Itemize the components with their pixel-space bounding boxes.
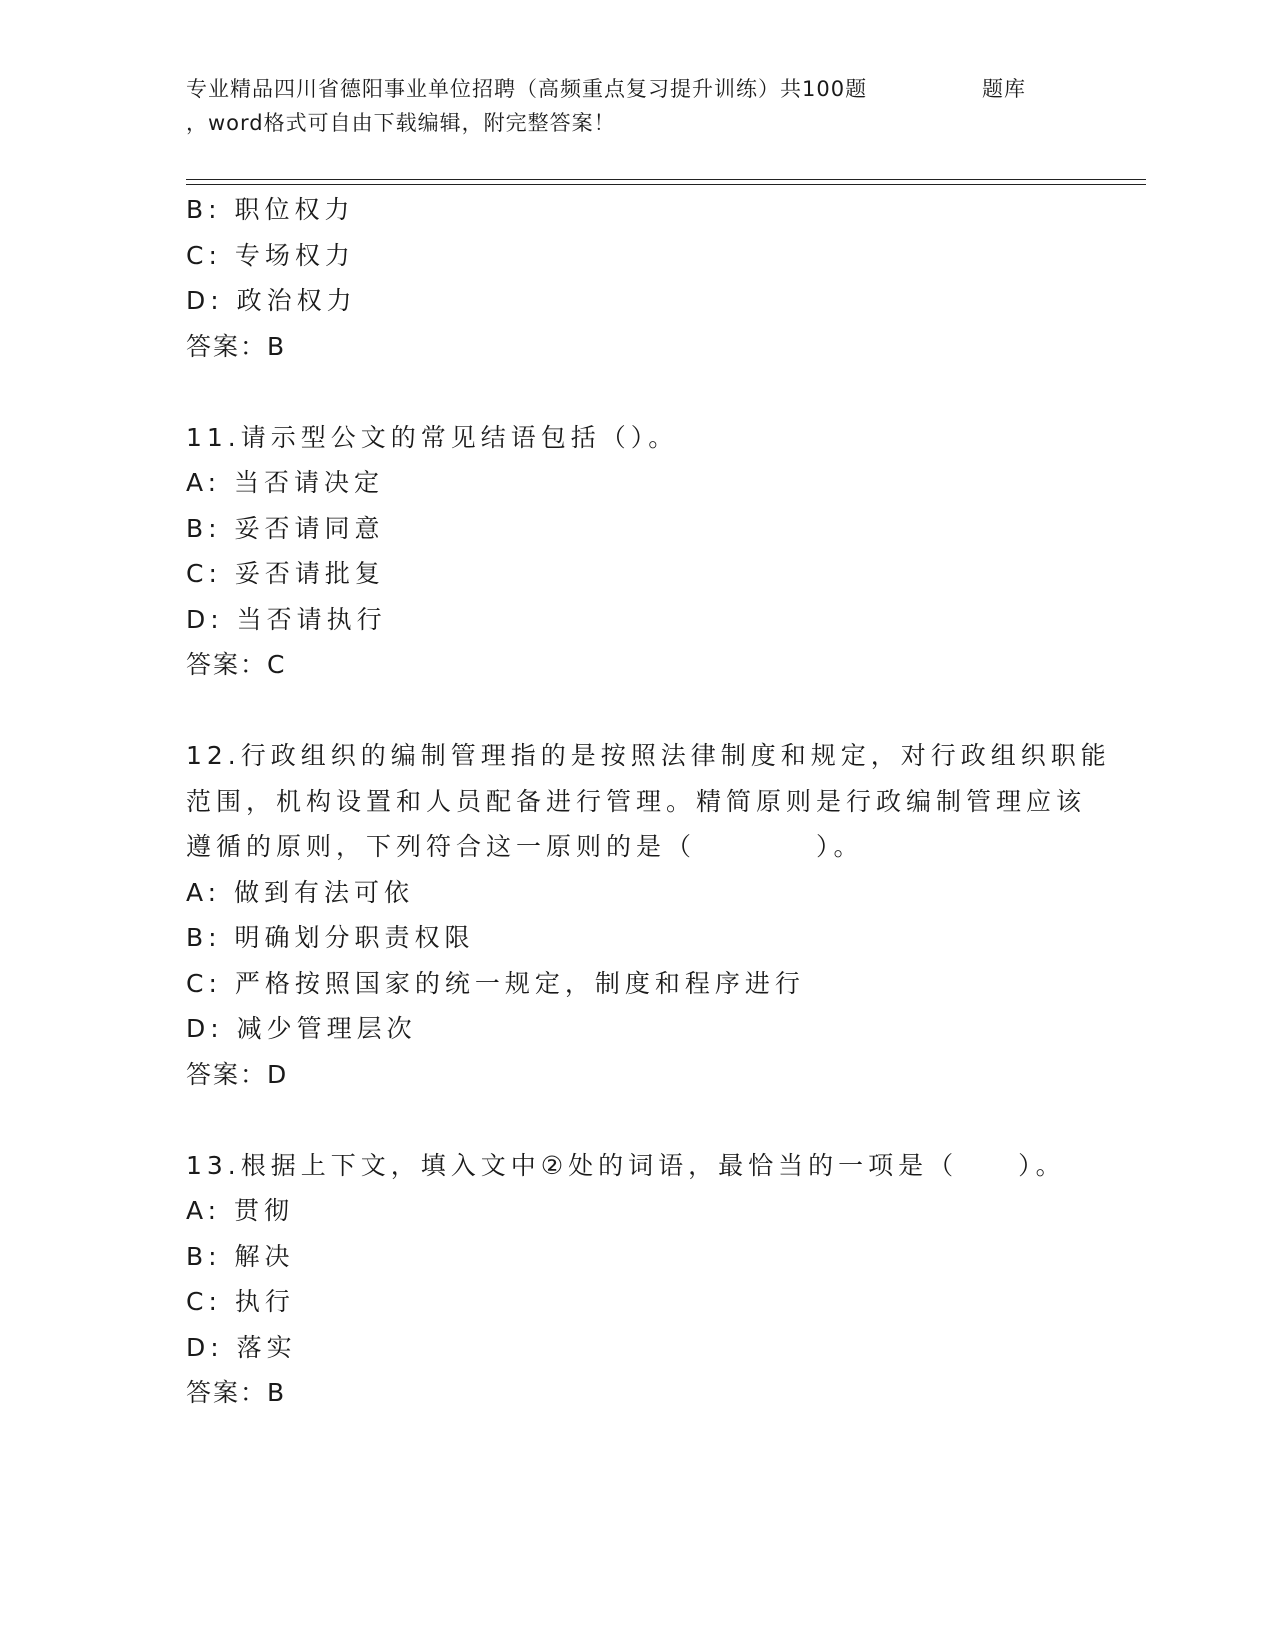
header-subtitle: ，word格式可自由下载编辑，附完整答案！	[186, 111, 616, 135]
option-key: A:	[186, 468, 222, 497]
question-block	[186, 1143, 1106, 1416]
question-stem-line: 12.行政组织的编制管理指的是按照法律制度和规定，对行政组织职能	[186, 741, 1111, 770]
header-title: 专业精品四川省德阳事业单位招聘（高频重点复习提升训练）共100题	[186, 77, 868, 101]
option-text: 解决	[234, 1241, 295, 1271]
option-c	[186, 551, 1106, 597]
option-text: 执行	[234, 1287, 295, 1316]
option-text: 减少管理层次	[236, 1014, 417, 1043]
option-b	[186, 1234, 1106, 1280]
spacer	[186, 369, 1106, 415]
option-key: A:	[186, 1196, 222, 1225]
option-key: B:	[186, 923, 222, 952]
option-a	[186, 460, 1106, 506]
question-block	[186, 415, 1106, 688]
option-key: D:	[186, 604, 224, 634]
question-stem-line: 范围，机构设置和人员配备进行管理。精简原则是行政编制管理应该	[186, 786, 1087, 816]
question-stem: 13.根据上下文，填入文中②处的词语，最恰当的一项是（ ）。	[186, 1150, 1066, 1180]
option-d	[186, 278, 1106, 324]
option-text: 专场权力	[234, 240, 355, 270]
option-text: 贯彻	[234, 1196, 295, 1225]
option-c	[186, 961, 1106, 1007]
option-text: 妥否请批复	[234, 559, 385, 588]
option-b	[186, 915, 1106, 961]
option-key: B:	[186, 513, 222, 543]
option-key: C:	[186, 1287, 222, 1316]
option-b	[186, 506, 1106, 552]
option-text: 当否请执行	[236, 604, 387, 634]
option-text: 落实	[236, 1332, 297, 1362]
option-text: 严格按照国家的统一规定，制度和程序进行	[234, 968, 805, 998]
option-key: A:	[186, 877, 222, 907]
option-c	[186, 233, 1106, 279]
option-key: B:	[186, 195, 222, 224]
header-right-label: 题库	[982, 77, 1026, 101]
spacer	[186, 1097, 1106, 1143]
option-a	[186, 1188, 1106, 1234]
option-key: B:	[186, 1241, 222, 1271]
option-c	[186, 1279, 1106, 1325]
answer-line: 答案：B	[186, 1378, 287, 1407]
answer-line: 答案：D	[186, 1059, 289, 1089]
option-text: 当否请决定	[234, 468, 385, 497]
option-key: C:	[186, 559, 222, 588]
question-list	[186, 187, 1111, 1416]
question-stem-line: 遵循的原则，下列符合这一原则的是（ ）。	[186, 832, 864, 861]
option-text: 做到有法可依	[234, 877, 415, 907]
option-text: 明确划分职责权限	[234, 923, 475, 952]
option-d	[186, 597, 1106, 643]
question-stem: 11.请示型公文的常见结语包括（）。	[186, 422, 679, 452]
option-text: 职位权力	[234, 195, 355, 224]
option-text: 妥否请同意	[234, 513, 385, 543]
question-block-continued	[186, 187, 1106, 369]
question-block	[186, 733, 1111, 1097]
header-divider-top	[186, 179, 1146, 180]
option-b	[186, 187, 1106, 233]
option-a	[186, 870, 1106, 916]
answer-line: 答案：B	[186, 331, 287, 361]
option-key: C:	[186, 240, 222, 270]
answer-line: 答案：C	[186, 650, 287, 679]
header-divider-bottom	[186, 184, 1146, 185]
option-key: D:	[186, 1014, 224, 1043]
option-key: D:	[186, 286, 224, 315]
option-key: D:	[186, 1332, 224, 1362]
option-d	[186, 1006, 1106, 1052]
header-line-1	[186, 72, 1086, 106]
option-d	[186, 1325, 1106, 1371]
spacer	[186, 688, 1106, 734]
page-header	[186, 72, 1086, 140]
option-key: C:	[186, 968, 222, 998]
option-text: 政治权力	[236, 286, 357, 315]
